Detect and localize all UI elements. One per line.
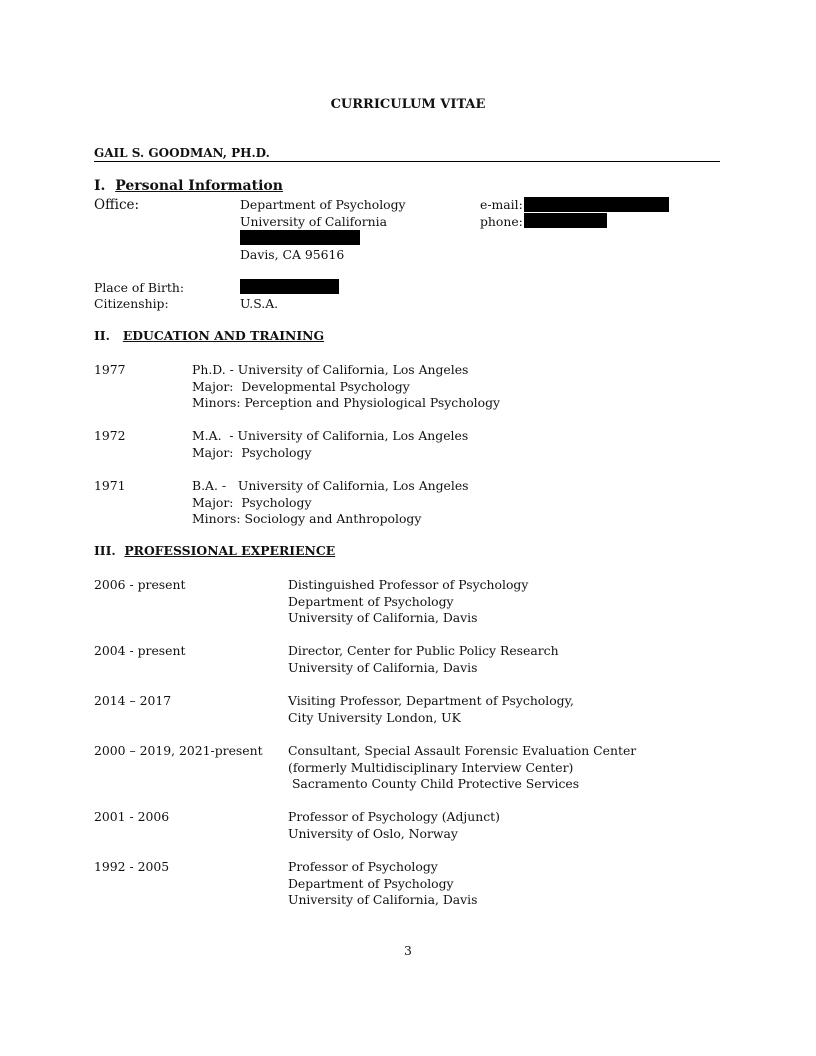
document-title: CURRICULUM VITAE [330,97,486,112]
entry-line: Department of Psychology [288,593,454,609]
entry-date: 2004 - present [94,643,186,659]
entry-line: B.A. - University of California, Los Angeles [192,478,469,494]
entry-date: 2000 – 2019, 2021-present [94,743,263,758]
redacted-phone [524,213,607,228]
entry-date: 2014 – 2017 [94,693,172,709]
section-number: I. [94,178,106,194]
section-number: II. [94,328,110,343]
entry-line: Ph.D. - University of California, Los Angeles [192,362,469,377]
redacted-address [240,230,360,245]
section-education-heading [94,328,324,344]
entry-line: University of California, Davis [288,610,478,626]
entry-line: Department of Psychology [288,875,454,891]
page-number: 3 [404,943,412,958]
entry-date: 2001 - 2006 [94,809,170,825]
cv-name: GAIL S. GOODMAN, PH.D. [94,146,270,160]
entry-date: 1992 - 2005 [94,859,170,875]
email-label: e-mail: [480,197,523,212]
entry-line: Director, Center for Public Policy Research [288,643,559,659]
entry-line: Distinguished Professor of Psychology [288,577,529,592]
entry-line: Professor of Psychology (Adjunct) [288,809,500,825]
section-experience-heading [94,543,335,559]
section-number: III. [94,543,116,558]
entry-line: University of Oslo, Norway [288,826,458,841]
entry-line: (formerly Multidisciplinary Interview Center) [288,759,574,775]
entry-line: Minors: Perception and Physiological Psychology [192,395,501,411]
entry-line: Major: Psychology [192,494,312,510]
section-title: EDUCATION AND TRAINING [122,328,325,343]
redacted-email [524,197,669,212]
entry-line: University of California, Davis [288,660,478,675]
entry-line: Minors: Sociology and Anthropology [192,511,422,527]
section-title: PROFESSIONAL EXPERIENCE [124,543,336,558]
office-label: Office: [94,197,140,213]
entry-date: 2006 - present [94,577,186,592]
entry-line: Major: Psychology [192,445,312,460]
entry-line: Professor of Psychology [288,859,438,875]
office-line: Department of Psychology [240,197,406,212]
office-line: University of California [240,214,387,229]
entry-line: University of California, Davis [288,892,478,908]
entry-line: Major: Developmental Psychology [192,378,410,394]
section-personal-heading [94,178,283,194]
section-title: Personal Information [115,178,283,194]
divider [94,161,720,162]
entry-line: M.A. - University of California, Los Angeles [192,428,469,444]
office-line: Davis, CA 95616 [240,247,345,262]
phone-label: phone: [480,214,523,229]
entry-date: 1977 [94,362,126,377]
citizenship-label: Citizenship: [94,296,169,311]
citizenship-value: U.S.A. [240,296,279,311]
entry-line: Consultant, Special Assault Forensic Evaluation Center [288,743,637,758]
entry-date: 1971 [94,478,126,494]
entry-line: Visiting Professor, Department of Psychology, [288,693,574,709]
entry-line: Sacramento County Child Protective Services [288,776,580,792]
redacted-birthplace [240,279,339,294]
entry-line: City University London, UK [288,709,461,725]
entry-date: 1972 [94,428,126,444]
birth-label: Place of Birth: [94,280,185,295]
